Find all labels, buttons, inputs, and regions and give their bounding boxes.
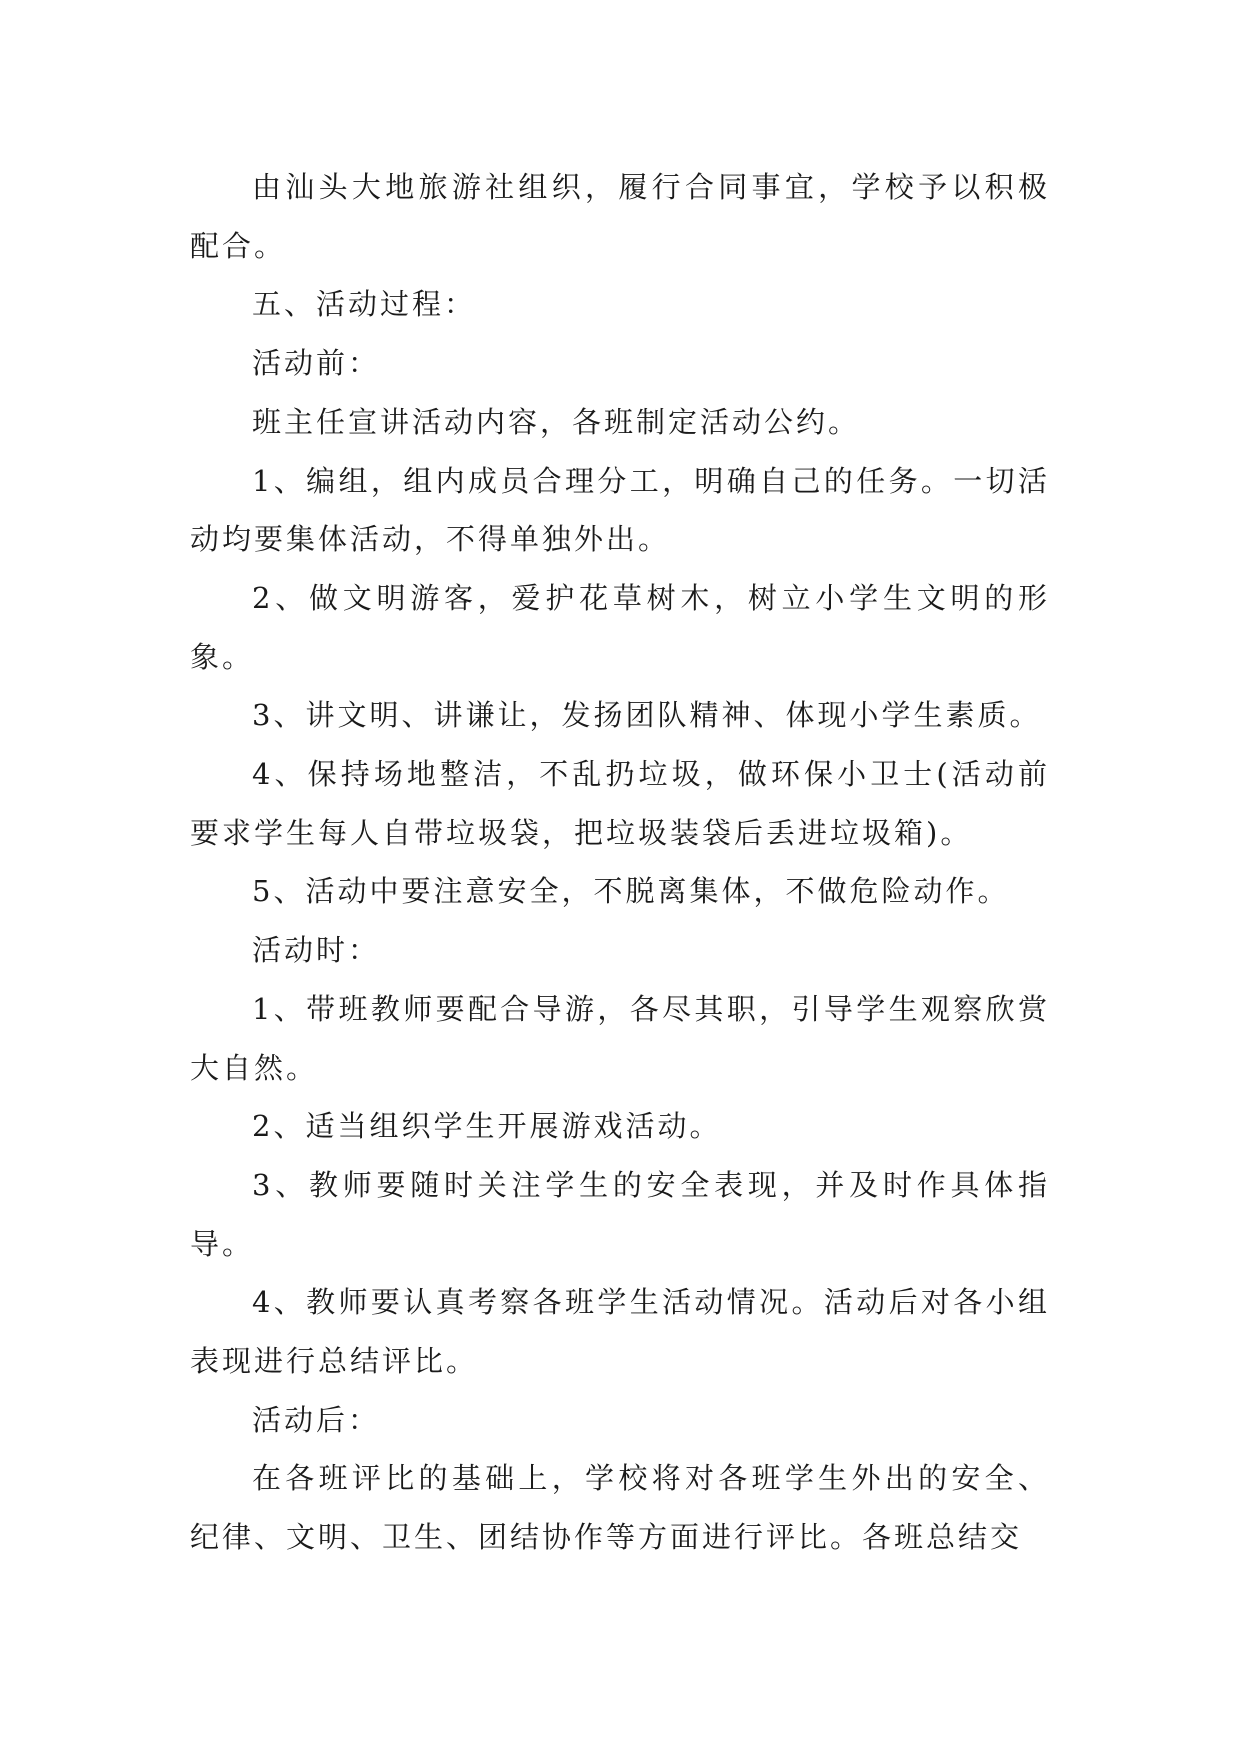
list-item-during-4: 4、教师要认真考察各班学生活动情况。活动后对各小组表现进行总结评比。 <box>190 1285 1050 1379</box>
list-item-before-1: 1、编组，组内成员合理分工，明确自己的任务。一切活动均要集体活动，不得单独外出。 <box>190 463 1050 557</box>
list-item-before-4: 4、保持场地整洁，不乱扔垃圾，做环保小卫士(活动前要求学生每人自带垃圾袋，把垃圾装袋后丢进垃圾箱)。 <box>190 757 1050 850</box>
list-item-during-3: 3、教师要随时关注学生的安全表现，并及时作具体指导。 <box>190 1167 1050 1261</box>
paragraph-organizer: 由汕头大地旅游社组织，履行合同事宜，学校予以积极配合。 <box>190 170 1050 263</box>
list-item-before-3: 3、讲文明、讲谦让，发扬团队精神、体现小学生素质。 <box>252 698 1042 733</box>
heading-before-activity: 活动前： <box>252 346 381 381</box>
list-item-before-2: 2、做文明游客，爱护花草树木，树立小学生文明的形象。 <box>190 580 1050 674</box>
list-item-before-5: 5、活动中要注意安全，不脱离集体，不做危险动作。 <box>252 874 1010 909</box>
heading-after-activity: 活动后： <box>252 1402 381 1437</box>
heading-during-activity: 活动时： <box>252 933 381 968</box>
list-item-during-1: 1、带班教师要配合导游，各尽其职，引导学生观察欣赏大自然。 <box>190 991 1050 1085</box>
document-body <box>190 158 1050 1567</box>
paragraph-after-evaluation: 在各班评比的基础上，学校将对各班学生外出的安全、纪律、文明、卫生、团结协作等方面进行评比。各班总结交 <box>190 1461 1050 1555</box>
list-item-during-2: 2、适当组织学生开展游戏活动。 <box>252 1109 722 1144</box>
heading-activity-process: 五、活动过程： <box>252 287 477 322</box>
paragraph-class-convention: 班主任宣讲活动内容，各班制定活动公约。 <box>252 404 861 439</box>
